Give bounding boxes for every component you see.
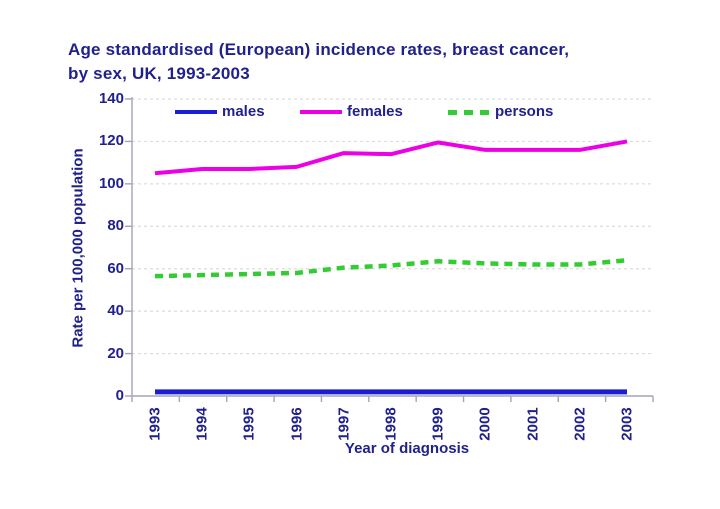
- x-tick-label-1995: 1995: [240, 407, 258, 441]
- y-tick-label-20: 20: [107, 344, 124, 362]
- x-tick-label-1999: 1999: [429, 407, 447, 441]
- y-tick-label-100: 100: [98, 174, 124, 192]
- x-tick-label-1993: 1993: [146, 407, 164, 441]
- y-tick-label-40: 40: [107, 302, 124, 320]
- y-tick-label-0: 0: [115, 387, 124, 404]
- x-tick-label-1994: 1994: [193, 407, 211, 441]
- series-line-females: [155, 141, 627, 173]
- legend-item-persons: [448, 103, 553, 121]
- x-tick-label-1998: 1998: [382, 407, 400, 441]
- females-line-swatch: [300, 110, 342, 114]
- chart-title-line2: by sex, UK, 1993-2003: [68, 64, 250, 83]
- x-tick-label-1997: 1997: [335, 407, 353, 441]
- x-tick-label-2000: 2000: [476, 407, 494, 441]
- x-axis-title: Year of diagnosis: [344, 440, 470, 457]
- y-axis-title: Rate per 100,000 population: [69, 148, 87, 348]
- y-tick-label-140: 140: [98, 90, 124, 107]
- chart-title-line1: Age standardised (European) incidence rates, breast cancer,: [68, 40, 570, 59]
- x-tick-label-2003: 2003: [618, 407, 636, 441]
- x-tick-label-1996: 1996: [288, 407, 306, 441]
- y-tick-label-120: 120: [98, 132, 124, 150]
- legend-item-males: [175, 103, 265, 121]
- legend-label-males: males: [222, 103, 265, 120]
- persons-line-swatch: [448, 110, 490, 115]
- x-tick-label-2002: 2002: [571, 407, 589, 441]
- males-line-swatch: [175, 110, 217, 114]
- legend-label-persons: persons: [495, 103, 554, 120]
- legend-label-females: females: [347, 103, 403, 120]
- y-tick-label-80: 80: [107, 217, 124, 235]
- legend-item-females: [300, 103, 403, 121]
- x-tick-label-2001: 2001: [524, 407, 542, 441]
- y-tick-label-60: 60: [107, 259, 124, 277]
